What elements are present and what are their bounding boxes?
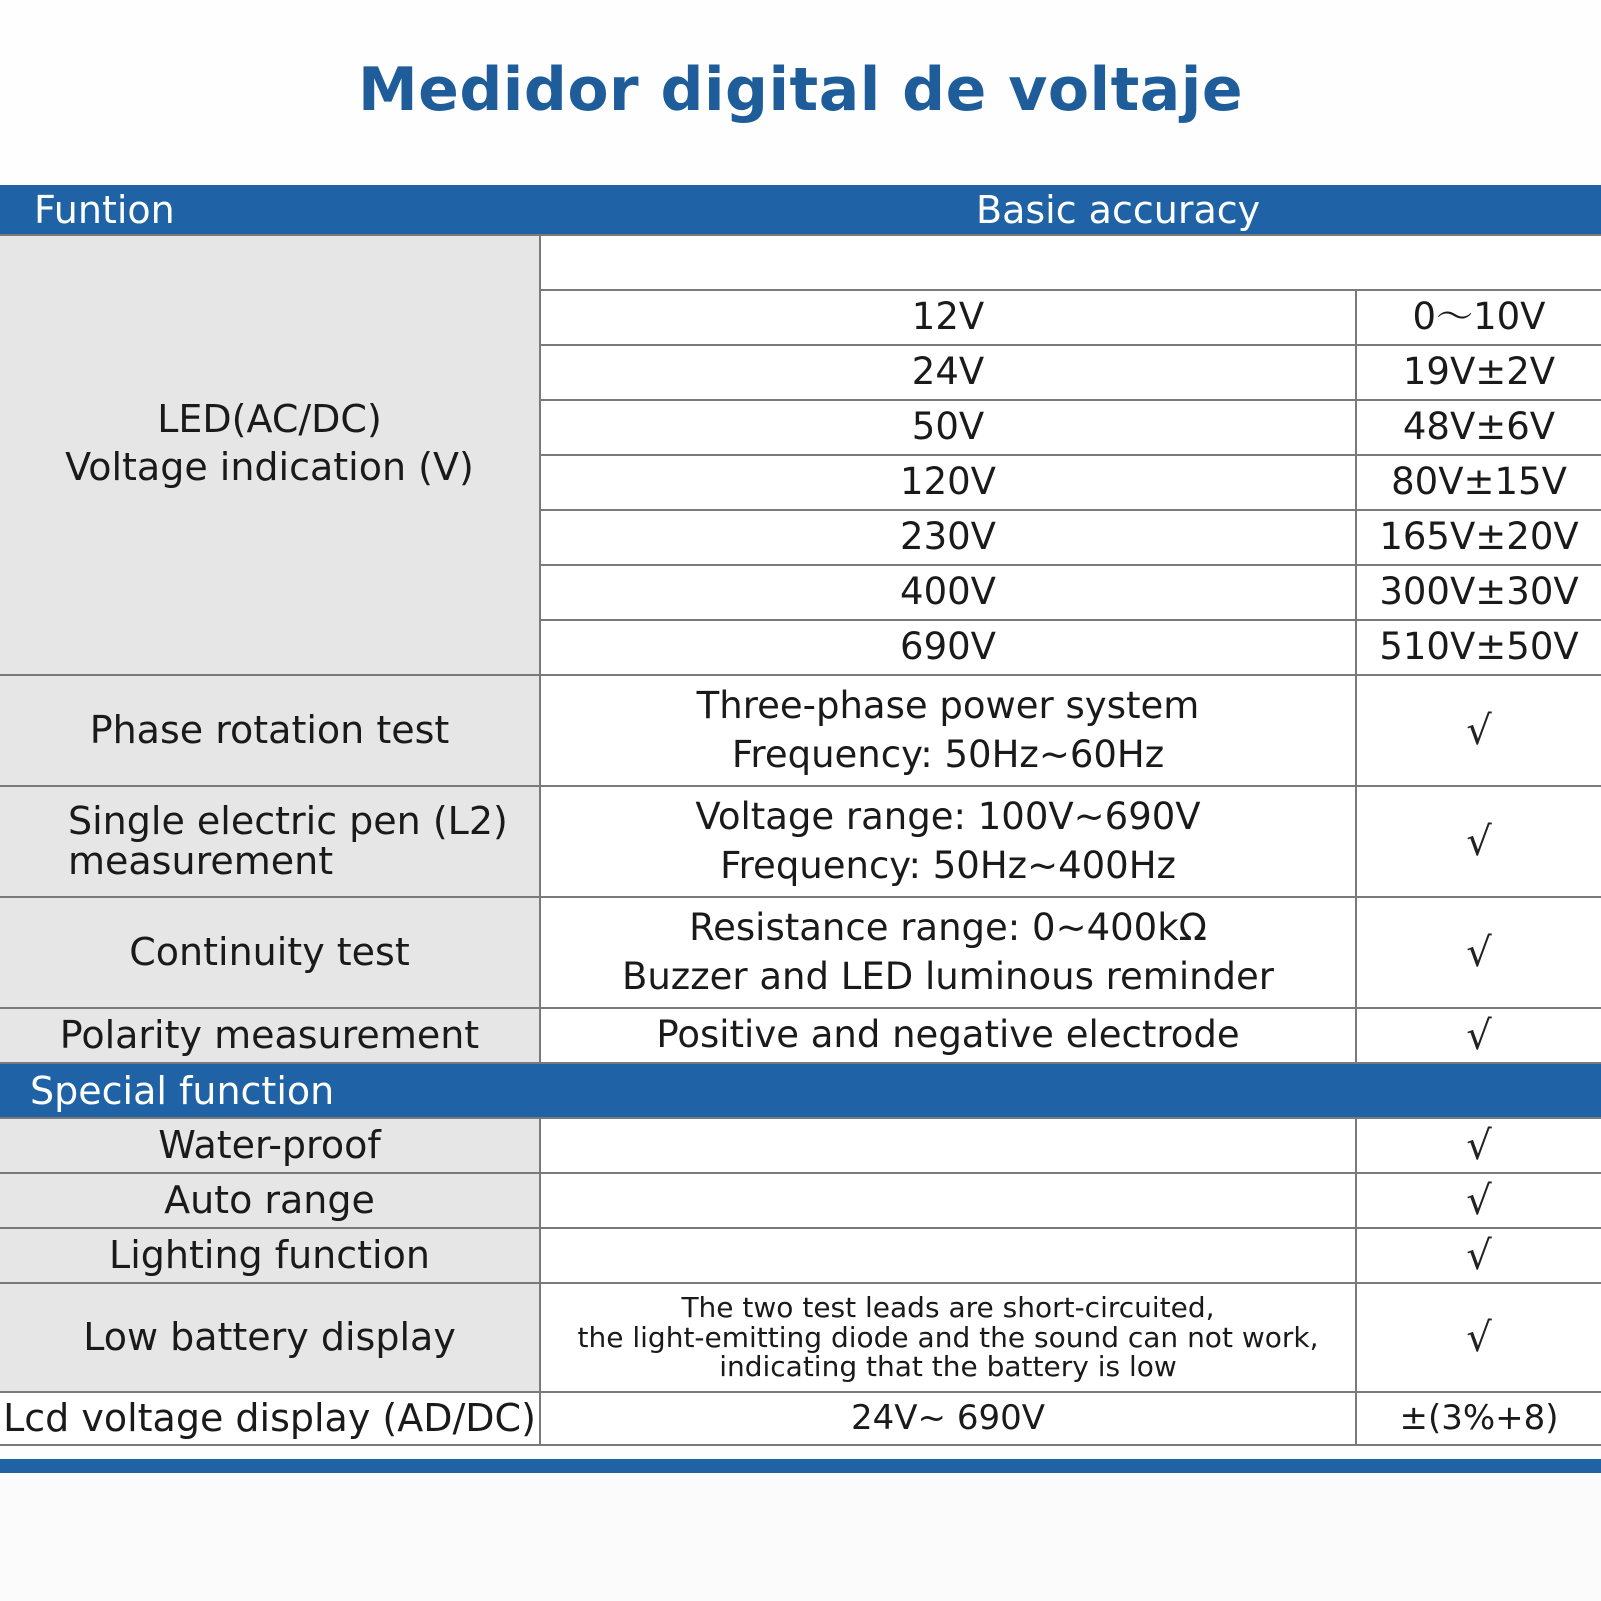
table-row — [0, 675, 1601, 786]
check-mark-icon: √ — [1356, 1008, 1601, 1063]
led-range: 19V±2V — [1356, 345, 1601, 400]
header-function: Funtion — [0, 185, 540, 235]
detail-line: Frequency: 50Hz~400Hz — [720, 843, 1176, 887]
detail-cell — [540, 786, 1356, 897]
detail-line: The two test leads are short-circuited, — [681, 1291, 1215, 1325]
led-nominal: 120V — [540, 455, 1356, 510]
led-range: 165V±20V — [1356, 510, 1601, 565]
detail-cell — [540, 1283, 1356, 1392]
detail-cell — [540, 1173, 1356, 1228]
detail-cell: Positive and negative electrode — [540, 1008, 1356, 1063]
led-label-line2: Voltage indication (V) — [65, 444, 474, 489]
table-row — [0, 1283, 1601, 1392]
table-row — [0, 786, 1601, 897]
detail-cell — [540, 897, 1356, 1008]
lcd-range: 24V~ 690V — [540, 1392, 1356, 1445]
table-row — [0, 897, 1601, 1008]
table-row — [0, 1173, 1601, 1228]
led-nominal: 230V — [540, 510, 1356, 565]
led-range: 510V±50V — [1356, 620, 1601, 675]
lcd-accuracy: ±(3%+8) — [1356, 1392, 1601, 1445]
detail-cell — [540, 675, 1356, 786]
led-label-line1: LED(AC/DC) — [157, 397, 382, 441]
header-accuracy: Basic accuracy — [540, 185, 1601, 235]
detail-line: Buzzer and LED luminous reminder — [621, 954, 1275, 998]
detail-line: Voltage range: 100V~690V — [695, 795, 1201, 839]
bottom-accent-bar — [0, 1459, 1601, 1473]
table-row — [0, 1008, 1601, 1063]
led-nominal: 12V — [540, 290, 1356, 345]
function-label: Lcd voltage display (AD/DC) — [0, 1392, 540, 1445]
check-mark-icon: √ — [1356, 675, 1601, 786]
detail-cell — [540, 1228, 1356, 1283]
detail-line: Three-phase power system — [696, 684, 1200, 728]
check-mark-icon: √ — [1356, 897, 1601, 1008]
spec-table — [0, 185, 1601, 1446]
led-nominal: 690V — [540, 620, 1356, 675]
led-nominal: 24V — [540, 345, 1356, 400]
led-function-cell — [0, 235, 540, 675]
function-label: Single electric pen (L2) measurement — [0, 786, 540, 897]
led-nominal: 400V — [540, 565, 1356, 620]
led-blank-cell — [540, 235, 1601, 290]
check-mark-icon: √ — [1356, 1228, 1601, 1283]
table-row — [0, 1118, 1601, 1173]
function-label: Auto range — [0, 1173, 540, 1228]
bottom-margin — [0, 1473, 1601, 1601]
led-range: 48V±6V — [1356, 400, 1601, 455]
table-header-row — [0, 185, 1601, 235]
page-title: Medidor digital de voltaje — [357, 55, 1244, 125]
function-label: Lighting function — [0, 1228, 540, 1283]
led-range: 0～10V — [1356, 290, 1601, 345]
detail-line: the light-emitting diode and the sound can not work, — [577, 1320, 1319, 1354]
detail-line: Frequency: 50Hz~60Hz — [731, 732, 1165, 776]
led-range: 80V±15V — [1356, 455, 1601, 510]
led-range: 300V±30V — [1356, 565, 1601, 620]
function-label: Continuity test — [0, 897, 540, 1008]
check-mark-icon: √ — [1356, 1283, 1601, 1392]
function-label: Low battery display — [0, 1283, 540, 1392]
table-row — [0, 1392, 1601, 1445]
function-label: Water-proof — [0, 1118, 540, 1173]
check-mark-icon: √ — [1356, 1173, 1601, 1228]
function-label: Polarity measurement — [0, 1008, 540, 1063]
led-nominal: 50V — [540, 400, 1356, 455]
detail-cell — [540, 1118, 1356, 1173]
detail-line: indicating that the battery is low — [719, 1350, 1177, 1384]
check-mark-icon: √ — [1356, 786, 1601, 897]
check-mark-icon: √ — [1356, 1118, 1601, 1173]
detail-line: Resistance range: 0~400kΩ — [689, 906, 1207, 950]
function-label: Phase rotation test — [0, 675, 540, 786]
special-function-header: Special function — [0, 1063, 1601, 1118]
led-blank-row — [0, 235, 1601, 290]
table-row — [0, 1228, 1601, 1283]
special-header-row — [0, 1063, 1601, 1118]
